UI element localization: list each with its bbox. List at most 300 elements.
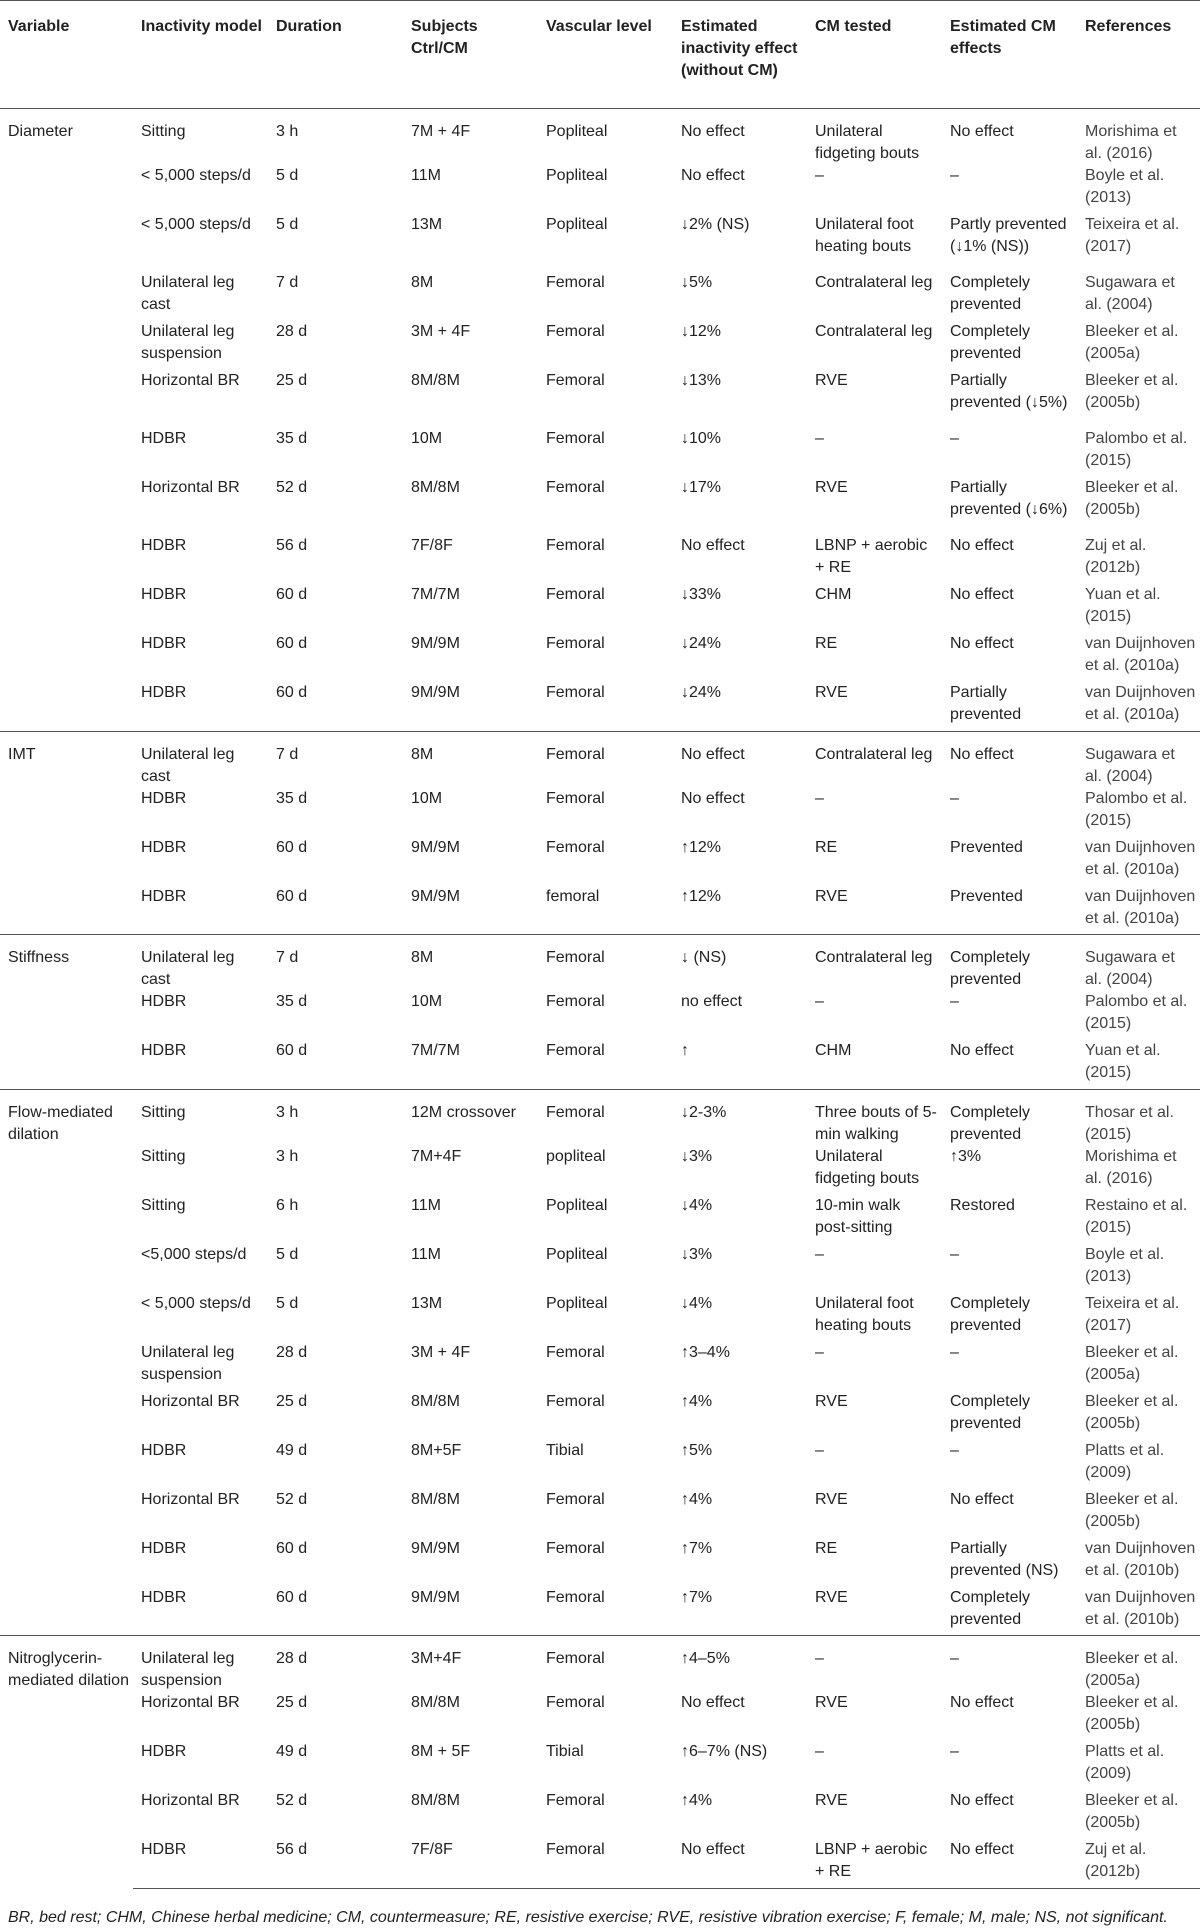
table-cell: 7M+4F: [411, 1147, 462, 1165]
table-row: [0, 321, 1200, 370]
table-row: [0, 991, 1200, 1040]
table-cell: Completely prevented: [942, 1089, 1077, 1146]
table-cell: No effect: [942, 731, 1077, 788]
table-cell: HDBR: [133, 1839, 268, 1888]
table-cell: 8M + 5F: [411, 1743, 471, 1760]
table-cell: Restored: [950, 1196, 1015, 1214]
column-header: Vascular level: [538, 1, 673, 109]
table-cell: 8M: [403, 935, 538, 992]
table-cell: 7 d: [268, 935, 403, 992]
table-cell: ↑6–7% (NS): [681, 1743, 768, 1760]
table-cell: 28 d: [276, 1343, 308, 1361]
variable-cell: Stiffness: [0, 935, 133, 1090]
table-cell: Platts et al. (2009): [1085, 1441, 1165, 1481]
table-cell: 8M: [411, 274, 434, 291]
column-header: Duration: [268, 1, 403, 109]
table-cell: HDBR: [141, 537, 187, 554]
table-cell: Femoral: [546, 1792, 605, 1809]
table-cell: 7F/8F: [411, 537, 453, 554]
table-cell: 49 d: [276, 1441, 308, 1459]
table-cell: ↑4%: [681, 1792, 713, 1809]
table-cell: ↑3%: [950, 1147, 982, 1165]
table-cell: Sitting: [133, 109, 268, 166]
table-cell: –: [815, 1343, 824, 1361]
table-cell: ↓24%: [681, 635, 722, 652]
table-cell: Bleeker et al. (2005a): [1085, 323, 1179, 362]
table-cell: HDBR: [141, 635, 187, 652]
table-row: [0, 1440, 1200, 1489]
table-cell: –: [807, 1636, 942, 1693]
table-footnote: BR, bed rest; CHM, Chinese herbal medicine; CM, countermeasure; RE, resistive exercise; RVE, resistive vibration exercise; F, female; M, male; NS, not significant.: [8, 1909, 1168, 1926]
table-cell: ↓3%: [681, 1245, 713, 1263]
table-cell: No effect: [673, 109, 807, 166]
table-cell: CHM: [815, 586, 852, 603]
table-cell: No effect: [950, 586, 1014, 603]
table-cell: –: [950, 1743, 959, 1760]
table-row: [0, 1741, 1200, 1790]
table-cell: HDBR: [141, 430, 187, 447]
table-cell: 60 d: [276, 838, 308, 856]
table-cell: Contralateral leg: [815, 323, 933, 340]
table-cell: 11M: [411, 1245, 441, 1263]
table-cell: No effect: [681, 537, 745, 554]
table-row: [0, 1040, 1200, 1089]
table-cell: 3 h: [268, 1089, 403, 1146]
table-cell: Palombo et al. (2015): [1085, 993, 1188, 1032]
table-cell: Femoral: [546, 586, 605, 603]
table-cell: 9M/9M: [411, 887, 460, 905]
table-body: [0, 109, 1200, 1889]
table-cell: –: [950, 1441, 959, 1459]
table-cell: ↓33%: [681, 586, 722, 603]
table-cell: –: [950, 1343, 959, 1361]
table-cell: 25 d: [276, 1694, 308, 1711]
table-cell: No effect: [681, 789, 745, 807]
table-cell: 56 d: [268, 1839, 403, 1888]
table-cell: 7M + 4F: [403, 109, 538, 166]
table-cell: RVE: [815, 887, 848, 905]
table-row: [0, 886, 1200, 935]
table-cell: Femoral: [546, 1392, 605, 1410]
table-cell: Morishima et al. (2016): [1085, 1147, 1177, 1187]
table-cell: No effect: [942, 109, 1077, 166]
table-cell: LBNP + aerobic + RE: [815, 537, 928, 576]
table-row: [0, 1692, 1200, 1741]
column-header: Estimated inactivity effect (without CM): [673, 1, 807, 109]
table-cell: CHM: [815, 1042, 852, 1059]
table-cell: Prevented: [950, 887, 1023, 905]
table-cell: HDBR: [141, 586, 187, 603]
table-cell: Femoral: [546, 430, 605, 447]
table-cell: Unilateral leg cast: [133, 731, 268, 788]
table-cell: Unilateral fidgeting bouts: [807, 109, 942, 166]
table-row: [0, 109, 1200, 166]
table-cell: –: [815, 789, 824, 807]
table-row: [0, 1538, 1200, 1587]
table-cell: Tibial: [546, 1743, 584, 1760]
table-cell: van Duijnhoven et al. (2010b): [1085, 1539, 1196, 1579]
table-cell: van Duijnhoven et al. (2010a): [1085, 684, 1196, 723]
table-cell: No effect: [942, 1839, 1077, 1888]
table-cell: Sitting: [141, 1147, 186, 1165]
table-cell: –: [950, 430, 959, 447]
variable-cell: Nitroglycerin-mediated dilation: [0, 1636, 133, 1889]
table-cell: Femoral: [546, 1539, 605, 1557]
table-cell: –: [950, 167, 959, 184]
table-cell: No effect: [950, 1694, 1014, 1711]
table-cell: 3M+4F: [403, 1636, 538, 1693]
table-cell: Popliteal: [546, 167, 608, 184]
table-cell: Popliteal: [546, 1245, 608, 1263]
table-cell: Femoral: [546, 789, 605, 807]
table-cell: 56 d: [276, 537, 308, 554]
table-cell: < 5,000 steps/d: [141, 167, 251, 184]
table-cell: Teixeira et al. (2017): [1085, 216, 1180, 255]
table-row: [0, 1342, 1200, 1391]
table-cell: Femoral: [546, 274, 605, 291]
table-cell: Femoral: [546, 635, 605, 652]
table-cell: Sitting: [133, 1089, 268, 1146]
table-cell: 49 d: [276, 1743, 308, 1760]
table-cell: 52 d: [276, 1490, 308, 1508]
table-row: [0, 1391, 1200, 1440]
table-cell: 5 d: [276, 1294, 299, 1312]
table-cell: No effect: [681, 167, 745, 184]
table-cell: 52 d: [276, 479, 308, 496]
table-cell: ↓10%: [681, 430, 722, 447]
table-cell: 11M: [411, 167, 441, 184]
table-cell: 12M crossover: [403, 1089, 538, 1146]
table-cell: RVE: [815, 1490, 848, 1508]
table-cell: Yuan et al. (2015): [1085, 586, 1161, 625]
table-cell: RVE: [815, 479, 848, 496]
table-cell: 25 d: [276, 1392, 308, 1410]
table-cell: femoral: [546, 887, 600, 905]
table-cell: No effect: [950, 1792, 1014, 1809]
table-cell: Femoral: [546, 1042, 605, 1059]
table-cell: Contralateral leg: [807, 935, 942, 992]
table-cell: 8M/8M: [411, 372, 460, 389]
table-cell: Partially prevented (NS): [950, 1539, 1059, 1579]
table-cell: < 5,000 steps/d: [141, 1294, 251, 1312]
table-cell: Femoral: [546, 372, 605, 389]
table-cell: Bleeker et al. (2005b): [1085, 1694, 1179, 1733]
table-cell: ↑4%: [681, 1392, 713, 1410]
table-cell: 9M/9M: [411, 635, 460, 652]
table-cell: van Duijnhoven et al. (2010b): [1085, 1588, 1196, 1628]
variable-cell: Diameter: [0, 109, 133, 732]
table-cell: Femoral: [538, 1089, 673, 1146]
table-cell: RVE: [815, 1792, 848, 1809]
table-cell: Boyle et al. (2013): [1085, 167, 1165, 206]
table-cell: Popliteal: [546, 1196, 608, 1214]
table-cell: Zuj et al. (2012b): [1085, 537, 1147, 576]
table-cell: Contralateral leg: [815, 274, 933, 291]
table-cell: 5 d: [276, 216, 299, 233]
table-cell: ↓5%: [681, 274, 713, 291]
table-cell: Popliteal: [538, 109, 673, 166]
table-cell: ↓2-3%: [673, 1089, 807, 1146]
table-cell: 60 d: [276, 635, 308, 652]
table-cell: Completely prevented: [950, 1392, 1031, 1432]
table-cell: ↓24%: [681, 684, 722, 701]
table-row: [0, 682, 1200, 731]
table-cell: 60 d: [276, 887, 308, 905]
table-cell: Horizontal BR: [141, 372, 240, 389]
table-cell: ↑7%: [681, 1539, 713, 1557]
table-cell: Palombo et al. (2015): [1085, 789, 1188, 829]
table-cell: 3M + 4F: [411, 1343, 471, 1361]
table-cell: ↓4%: [681, 1294, 713, 1312]
table-cell: Bleeker et al. (2005a): [1085, 1343, 1179, 1383]
table-cell: Partially prevented (↓6%): [950, 479, 1068, 518]
table-row: [0, 633, 1200, 682]
table-cell: Bleeker et al. (2005a): [1077, 1636, 1200, 1693]
table-cell: HDBR: [141, 993, 187, 1010]
table-row: [0, 1489, 1200, 1538]
table-cell: 13M: [411, 216, 443, 233]
table-cell: 10-min walk post-sitting: [815, 1196, 901, 1236]
table-cell: ↑4%: [681, 1490, 713, 1508]
table-cell: Horizontal BR: [141, 1694, 240, 1711]
table-cell: 8M/8M: [411, 1694, 460, 1711]
column-header: Variable: [0, 1, 133, 109]
table-row: [0, 1587, 1200, 1636]
table-cell: Bleeker et al. (2005b): [1085, 372, 1179, 411]
table-cell: Sugawara et al. (2004): [1077, 731, 1200, 788]
table-cell: 35 d: [276, 993, 308, 1010]
table-cell: ↑7%: [681, 1588, 713, 1606]
table-cell: 35 d: [276, 430, 308, 447]
table-cell: Partly prevented (↓1% (NS)): [950, 216, 1067, 255]
table-cell: –: [815, 1441, 824, 1459]
table-cell: 7M/7M: [411, 1042, 460, 1059]
table-cell: Femoral: [546, 684, 605, 701]
table-cell: ↓ (NS): [673, 935, 807, 992]
table-cell: ↓12%: [681, 323, 722, 340]
table-cell: 60 d: [276, 1539, 308, 1557]
table-row: [0, 584, 1200, 633]
table-cell: ↓13%: [681, 372, 722, 389]
table-cell: 60 d: [276, 1042, 308, 1059]
table-cell: Sitting: [141, 1196, 186, 1214]
table-cell: No effect: [950, 1490, 1014, 1508]
table-cell: Femoral: [546, 323, 605, 340]
table-cell: 28 d: [268, 1636, 403, 1693]
table-row: [0, 428, 1200, 477]
table-cell: –: [950, 789, 959, 807]
table-cell: No effect: [673, 1839, 807, 1888]
table-cell: van Duijnhoven et al. (2010a): [1085, 635, 1196, 674]
table-cell: Femoral: [538, 1839, 673, 1888]
table-cell: 13M: [411, 1294, 443, 1312]
table-cell: Prevented: [950, 838, 1023, 856]
table-cell: Yuan et al. (2015): [1085, 1042, 1161, 1081]
table-row: [0, 1790, 1200, 1839]
table-row: [0, 272, 1200, 321]
variable-cell: IMT: [0, 731, 133, 935]
table-row: [0, 1146, 1200, 1195]
table-cell: Bleeker et al. (2005b): [1085, 1792, 1179, 1831]
table-cell: Three bouts of 5-min walking: [807, 1089, 942, 1146]
table-cell: 60 d: [276, 1588, 308, 1606]
table-cell: No effect: [950, 537, 1014, 554]
table-cell: Femoral: [546, 1343, 605, 1361]
table-cell: –: [942, 1636, 1077, 1693]
table-cell: 10M: [411, 789, 443, 807]
table-cell: ↑: [681, 1042, 689, 1059]
table-cell: No effect: [950, 1042, 1014, 1059]
table-row: [0, 1089, 1200, 1146]
table-cell: Unilateral leg suspension: [141, 323, 235, 362]
table-cell: 8M: [403, 731, 538, 788]
table-cell: –: [950, 993, 959, 1010]
table-cell: 7 d: [268, 731, 403, 788]
table-cell: Horizontal BR: [141, 479, 240, 496]
table-row: [0, 1839, 1200, 1888]
table-cell: 8M/8M: [411, 1490, 460, 1508]
column-header: CM tested: [807, 1, 942, 109]
table-cell: HDBR: [141, 1743, 187, 1760]
table-row: [0, 1244, 1200, 1293]
table-cell: Unilateral foot heating bouts: [815, 216, 914, 255]
table-cell: RVE: [815, 1588, 848, 1606]
table-cell: –: [815, 993, 824, 1010]
table-row: [0, 535, 1200, 584]
table-row: [0, 370, 1200, 428]
table-cell: 5 d: [276, 1245, 299, 1263]
table-cell: LBNP + aerobic + RE: [807, 1839, 942, 1888]
table-row: [0, 477, 1200, 535]
table-row: [0, 214, 1200, 272]
table-cell: Femoral: [538, 935, 673, 992]
table-cell: 9M/9M: [411, 1539, 460, 1557]
table-cell: 60 d: [276, 684, 308, 701]
table-row: [0, 935, 1200, 992]
table-cell: Unilateral fidgeting bouts: [815, 1147, 920, 1187]
table-row: [0, 731, 1200, 788]
table-cell: –: [815, 167, 824, 184]
table-cell: Popliteal: [546, 216, 608, 233]
table-row: [0, 1636, 1200, 1693]
table-cell: 9M/9M: [411, 684, 460, 701]
table-cell: RVE: [815, 1694, 848, 1711]
table-cell: ↑12%: [681, 838, 722, 856]
column-header: Inactivity model: [133, 1, 268, 109]
table-cell: Thosar et al. (2015): [1077, 1089, 1200, 1146]
table-cell: Sugawara et al. (2004): [1077, 935, 1200, 992]
table-cell: RVE: [815, 1392, 848, 1410]
table-cell: Contralateral leg: [807, 731, 942, 788]
table-cell: 9M/9M: [411, 838, 460, 856]
table-cell: Palombo et al. (2015): [1085, 430, 1188, 469]
table-cell: HDBR: [141, 838, 187, 856]
table-cell: Unilateral foot heating bouts: [815, 1294, 914, 1334]
table-cell: 6 h: [276, 1196, 299, 1214]
table-row: [0, 165, 1200, 214]
table-cell: ↑12%: [681, 887, 722, 905]
table-cell: < 5,000 steps/d: [141, 216, 251, 233]
table-cell: ↓4%: [681, 1196, 713, 1214]
table-cell: Femoral: [546, 1490, 605, 1508]
table-cell: –: [950, 1245, 959, 1263]
table-cell: ↓2% (NS): [681, 216, 750, 233]
table-cell: 8M/8M: [411, 479, 460, 496]
table-cell: Teixeira et al. (2017): [1085, 1294, 1180, 1334]
table-cell: Femoral: [546, 537, 605, 554]
table-cell: Unilateral leg suspension: [133, 1636, 268, 1693]
table-cell: 5 d: [276, 167, 299, 184]
table-cell: ↑4–5%: [673, 1636, 807, 1693]
table-cell: Bleeker et al. (2005b): [1085, 1392, 1179, 1432]
table-cell: 7M/7M: [411, 586, 460, 603]
table-cell: Completely prevented: [950, 274, 1031, 313]
table-cell: HDBR: [141, 1588, 187, 1606]
table-cell: van Duijnhoven et al. (2010a): [1085, 887, 1196, 927]
table-cell: HDBR: [141, 789, 187, 807]
table-cell: Partially prevented (↓5%): [950, 372, 1068, 411]
table-cell: no effect: [681, 993, 743, 1010]
table-cell: Zuj et al. (2012b): [1077, 1839, 1200, 1888]
table-cell: Tibial: [546, 1441, 584, 1459]
table-cell: HDBR: [141, 1042, 187, 1059]
table-cell: ↓3%: [681, 1147, 713, 1165]
table-cell: Bleeker et al. (2005b): [1085, 1490, 1179, 1530]
table-cell: ↑3–4%: [681, 1343, 730, 1361]
table-cell: Horizontal BR: [141, 1392, 240, 1410]
table-cell: 35 d: [276, 789, 308, 807]
table-cell: Partially prevented: [950, 684, 1022, 723]
table-cell: 3 h: [268, 109, 403, 166]
table-cell: RE: [815, 838, 838, 856]
table-row: [0, 1195, 1200, 1244]
table-cell: Unilateral leg suspension: [141, 1343, 235, 1383]
table-cell: Femoral: [546, 479, 605, 496]
table-cell: <5,000 steps/d: [141, 1245, 247, 1263]
table-cell: HDBR: [141, 1539, 187, 1557]
variable-cell: Flow-mediated dilation: [0, 1089, 133, 1636]
table-cell: Unilateral leg cast: [133, 935, 268, 992]
table-row: [0, 788, 1200, 837]
table-cell: RVE: [815, 372, 848, 389]
table-cell: popliteal: [546, 1147, 606, 1165]
table-cell: No effect: [950, 635, 1014, 652]
table-cell: 8M/8M: [411, 1392, 460, 1410]
table-cell: –: [815, 1245, 824, 1263]
table-cell: van Duijnhoven et al. (2010a): [1085, 838, 1196, 878]
table-cell: HDBR: [141, 887, 187, 905]
column-header: Subjects Ctrl/CM: [403, 1, 538, 109]
table-cell: Bleeker et al. (2005b): [1085, 479, 1179, 518]
table-cell: Platts et al. (2009): [1085, 1743, 1165, 1782]
table-cell: ↓17%: [681, 479, 722, 496]
table-cell: Horizontal BR: [141, 1792, 240, 1809]
table-cell: Femoral: [546, 1694, 605, 1711]
header-row: [0, 1, 1200, 109]
table-cell: Unilateral leg cast: [141, 274, 235, 313]
table-cell: 10M: [411, 430, 443, 447]
table-cell: Horizontal BR: [141, 1490, 240, 1508]
table-cell: Boyle et al. (2013): [1085, 1245, 1165, 1285]
table-cell: Popliteal: [546, 1294, 608, 1312]
table-cell: 25 d: [276, 372, 308, 389]
table-cell: Completely prevented: [950, 323, 1031, 362]
table-cell: 28 d: [276, 323, 308, 340]
table-cell: 10M: [411, 993, 443, 1010]
table-cell: HDBR: [141, 1441, 187, 1459]
table-cell: Completely prevented: [950, 1294, 1031, 1334]
table-cell: 9M/9M: [411, 1588, 460, 1606]
